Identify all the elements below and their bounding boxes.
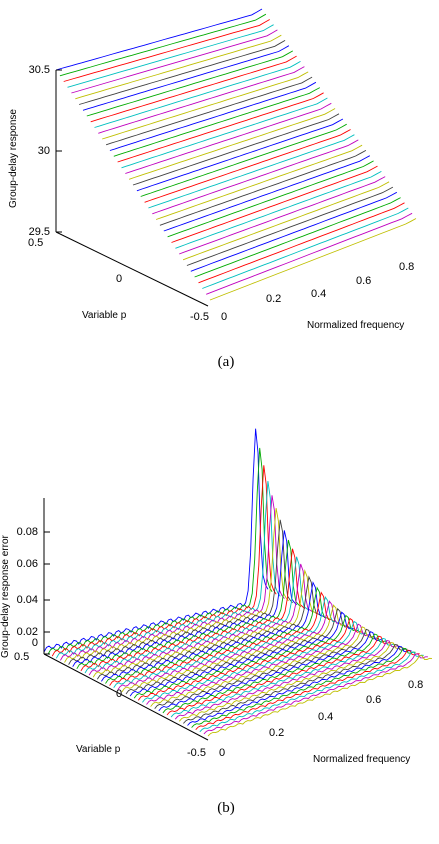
chart-b-p-axis-label: Variable p bbox=[76, 744, 121, 755]
caption-b: (b) bbox=[217, 800, 235, 816]
chart-a-series-line bbox=[122, 98, 328, 168]
chart-b-series-line bbox=[52, 465, 276, 656]
chart-b-p-tick-label: -0.5 bbox=[187, 747, 206, 759]
chart-a-z-axis-label: Group-delay response bbox=[8, 109, 19, 208]
chart-a-z-tick-label: 30 bbox=[37, 145, 50, 157]
chart-b-surface-lines bbox=[44, 429, 432, 736]
chart-a-series-line bbox=[141, 124, 347, 196]
chart-b-group-delay-response-error bbox=[0, 429, 432, 765]
chart-b-f-tick-label: 0.8 bbox=[408, 679, 424, 691]
chart-a-series-line bbox=[133, 114, 339, 185]
chart-b-z-tick-label: 0.08 bbox=[16, 526, 38, 538]
chart-a-f-axis-label: Normalized frequency bbox=[307, 320, 405, 331]
chart-a-series-line bbox=[87, 51, 293, 116]
chart-b-z-tick-label: 0 bbox=[31, 637, 38, 649]
chart-a-f-tick-label: 0.6 bbox=[356, 275, 372, 287]
chart-a-series-line bbox=[95, 61, 301, 127]
chart-a-group-delay-response bbox=[8, 9, 416, 331]
chart-a-series-line bbox=[179, 177, 385, 254]
chart-a-series-line bbox=[91, 56, 297, 122]
chart-b-f-tick-label: 0 bbox=[219, 747, 226, 759]
chart-a-series-line bbox=[137, 119, 343, 191]
chart-a-series-line bbox=[79, 40, 285, 104]
chart-a-p-tick-label: 0.5 bbox=[28, 237, 44, 249]
chart-a-series-line bbox=[98, 67, 304, 134]
chart-a-series-line bbox=[125, 103, 331, 173]
chart-a-surface-lines bbox=[56, 9, 416, 300]
chart-a-f-tick-label: 0.8 bbox=[399, 261, 415, 273]
chart-b-f-tick-label: 0.6 bbox=[366, 694, 382, 706]
chart-b-z-tick-labels bbox=[17, 526, 38, 649]
chart-b-p-tick-label: 0 bbox=[116, 688, 123, 700]
chart-a-z-tick-labels bbox=[29, 64, 50, 238]
chart-a-series-line bbox=[83, 46, 289, 111]
chart-a-z-tick-label: 29.5 bbox=[28, 226, 50, 238]
chart-b-series-line bbox=[48, 448, 272, 654]
chart-a-series-line bbox=[129, 109, 335, 180]
chart-a-f-tick-label: 0.2 bbox=[266, 293, 282, 305]
chart-b-f-tick-label: 0.2 bbox=[269, 727, 285, 739]
chart-a-series-line bbox=[183, 182, 389, 260]
chart-a-p-tick-label: 0 bbox=[116, 273, 123, 285]
chart-b-z-axis-label: Group-delay response error bbox=[0, 535, 11, 658]
chart-a-z-tick-label: 30.5 bbox=[28, 64, 50, 76]
chart-b-z-tick-label: 0.02 bbox=[16, 626, 38, 638]
chart-b-series-line bbox=[171, 638, 395, 717]
chart-b-series-line bbox=[56, 481, 280, 658]
chart-a-series-line bbox=[75, 35, 281, 99]
chart-b-f-tick-label: 0.4 bbox=[318, 711, 334, 723]
chart-a-p-axis bbox=[56, 232, 208, 306]
chart-a-f-tick-label: 0.4 bbox=[311, 288, 327, 300]
chart-b-z-tick-label: 0.04 bbox=[16, 594, 38, 606]
chart-a-p-axis-label: Variable p bbox=[82, 310, 127, 321]
chart-b-p-axis bbox=[44, 654, 208, 740]
chart-b-f-axis-label: Normalized frequency bbox=[313, 754, 411, 765]
chart-a-series-line bbox=[187, 187, 393, 265]
chart-a-series-line bbox=[145, 130, 351, 203]
chart-a-p-tick-label: -0.5 bbox=[190, 311, 209, 323]
chart-a-f-tick-label: 0 bbox=[221, 311, 228, 323]
chart-b-z-tick-label: 0.06 bbox=[16, 558, 38, 570]
caption-a: (a) bbox=[217, 354, 235, 370]
chart-b-p-tick-label: 0.5 bbox=[14, 651, 30, 663]
